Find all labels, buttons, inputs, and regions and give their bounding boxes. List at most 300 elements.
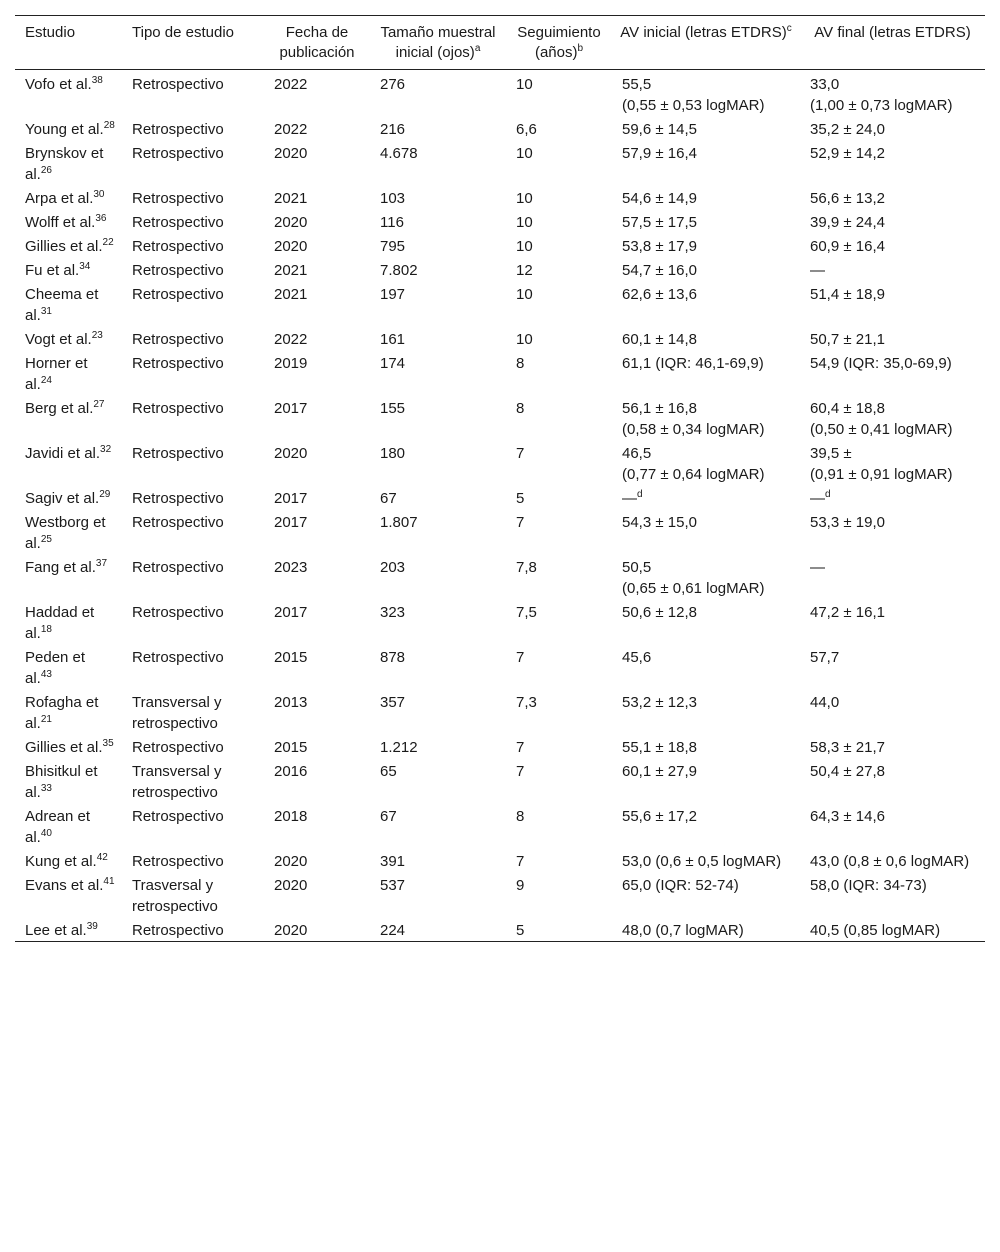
cell-n xyxy=(370,554,506,599)
header-label: Fecha de publicación xyxy=(279,24,355,61)
cell-av-f xyxy=(800,917,985,942)
cell-text: 2017 xyxy=(274,400,308,417)
cell-text: 5 xyxy=(516,922,525,939)
cell-av-f xyxy=(800,554,985,599)
table-row xyxy=(15,485,985,509)
cell-av-i xyxy=(612,395,800,440)
cell-type xyxy=(122,116,264,140)
cell-text: 2020 xyxy=(274,877,308,894)
cell-text: 2017 xyxy=(274,604,308,621)
cell-text: 10 xyxy=(516,190,533,207)
cell-type xyxy=(122,440,264,485)
cell-study xyxy=(15,233,122,257)
cell-text: 103 xyxy=(380,190,406,207)
cell-av-f xyxy=(800,599,985,644)
cell-fu xyxy=(506,554,612,599)
table-row xyxy=(15,140,985,185)
cell-text: 2018 xyxy=(274,808,308,825)
cell-text: 2021 xyxy=(274,262,308,279)
cell-study xyxy=(15,485,122,509)
cell-text: 2017 xyxy=(274,490,308,507)
cell-text: 2022 xyxy=(274,331,308,348)
cell-date xyxy=(264,233,370,257)
cell-av-f xyxy=(800,734,985,758)
cell-n xyxy=(370,440,506,485)
cell-text: Retrospectivo xyxy=(132,238,224,255)
cell-date xyxy=(264,734,370,758)
cell-fu xyxy=(506,209,612,233)
cell-date xyxy=(264,257,370,281)
cell-text: 8 xyxy=(516,808,525,825)
reference-number: 36 xyxy=(95,213,107,224)
reference-number: 34 xyxy=(79,261,91,272)
cell-text: 54,3 ± 15,0 xyxy=(622,514,697,531)
cell-text: 51,4 ± 18,9 xyxy=(810,286,885,303)
cell-text: 276 xyxy=(380,76,406,93)
reference-number: 26 xyxy=(40,165,52,176)
header-footnote-mark: c xyxy=(786,23,792,34)
cell-av-i xyxy=(612,326,800,350)
cell-text: 174 xyxy=(380,355,406,372)
reference-number: 22 xyxy=(102,237,114,248)
cell-date xyxy=(264,758,370,803)
cell-av-f xyxy=(800,140,985,185)
table-row xyxy=(15,734,985,758)
cell-text: — xyxy=(810,559,825,576)
cell-type xyxy=(122,689,264,734)
table-row xyxy=(15,689,985,734)
cell-fu xyxy=(506,599,612,644)
cell-text: 53,8 ± 17,9 xyxy=(622,238,697,255)
cell-text: 7 xyxy=(516,514,525,531)
cell-text: 58,0 (IQR: 34-73) xyxy=(810,877,927,894)
cell-text: 60,4 ± 18,8 (0,50 ± 0,41 logMAR) xyxy=(810,400,953,438)
cell-text: Haddad et al. xyxy=(25,604,95,642)
cell-study xyxy=(15,70,122,117)
cell-text: Berg et al. xyxy=(25,400,94,417)
cell-fu xyxy=(506,185,612,209)
cell-text: 5 xyxy=(516,490,525,507)
cell-text: Horner et al. xyxy=(25,355,88,393)
cell-text: 2020 xyxy=(274,445,308,462)
cell-text: 10 xyxy=(516,331,533,348)
cell-study xyxy=(15,599,122,644)
cell-av-i xyxy=(612,350,800,395)
cell-text: 65 xyxy=(380,763,397,780)
cell-study xyxy=(15,758,122,803)
reference-number: 23 xyxy=(91,330,103,341)
table-row xyxy=(15,326,985,350)
cell-text: 60,9 ± 16,4 xyxy=(810,238,885,255)
table-row xyxy=(15,758,985,803)
header-seguimiento xyxy=(506,16,612,70)
cell-type xyxy=(122,233,264,257)
table-row xyxy=(15,70,985,117)
cell-study xyxy=(15,326,122,350)
cell-av-i xyxy=(612,257,800,281)
cell-date xyxy=(264,917,370,942)
reference-number: 18 xyxy=(40,624,52,635)
cell-n xyxy=(370,803,506,848)
cell-text: 391 xyxy=(380,853,406,870)
cell-n xyxy=(370,70,506,117)
cell-study xyxy=(15,257,122,281)
cell-fu xyxy=(506,803,612,848)
cell-text: 795 xyxy=(380,238,406,255)
header-label: Estudio xyxy=(25,24,76,41)
cell-text: 161 xyxy=(380,331,406,348)
reference-number: 41 xyxy=(103,876,115,887)
cell-av-f xyxy=(800,509,985,554)
table-row xyxy=(15,281,985,326)
cell-text: Gillies et al. xyxy=(25,238,103,255)
cell-text: 1.807 xyxy=(380,514,418,531)
header-label: Tamaño muestral inicial (ojos) xyxy=(380,24,496,61)
cell-date xyxy=(264,803,370,848)
table-row xyxy=(15,233,985,257)
cell-av-f xyxy=(800,70,985,117)
cell-text: 2022 xyxy=(274,76,308,93)
cell-text: 52,9 ± 14,2 xyxy=(810,145,885,162)
cell-text: Retrospectivo xyxy=(132,559,224,576)
cell-av-i xyxy=(612,233,800,257)
cell-text: 55,6 ± 17,2 xyxy=(622,808,697,825)
table-row xyxy=(15,257,985,281)
cell-date xyxy=(264,689,370,734)
cell-text: Retrospectivo xyxy=(132,145,224,162)
cell-type xyxy=(122,509,264,554)
cell-text: 59,6 ± 14,5 xyxy=(622,121,697,138)
cell-text: Javidi et al. xyxy=(25,445,101,462)
cell-text: 57,5 ± 17,5 xyxy=(622,214,697,231)
table-body xyxy=(15,70,985,942)
cell-text: 62,6 ± 13,6 xyxy=(622,286,697,303)
header-fecha xyxy=(264,16,370,70)
cell-text: 7 xyxy=(516,739,525,756)
cell-text: 2020 xyxy=(274,214,308,231)
cell-av-i xyxy=(612,689,800,734)
cell-n xyxy=(370,734,506,758)
cell-text: 10 xyxy=(516,286,533,303)
cell-text: 57,9 ± 16,4 xyxy=(622,145,697,162)
cell-n xyxy=(370,209,506,233)
reference-number: 37 xyxy=(95,558,108,569)
cell-text: 7,5 xyxy=(516,604,537,621)
footnote-mark: d xyxy=(637,489,643,500)
cell-text: — xyxy=(810,490,825,507)
cell-fu xyxy=(506,872,612,917)
cell-text: 7 xyxy=(516,763,525,780)
cell-fu xyxy=(506,848,612,872)
cell-text: — xyxy=(810,262,825,279)
cell-text: 53,0 (0,6 ± 0,5 logMAR) xyxy=(622,853,782,870)
cell-text: 65,0 (IQR: 52-74) xyxy=(622,877,739,894)
cell-text: 61,1 (IQR: 46,1-69,9) xyxy=(622,355,764,372)
header-footnote-mark: b xyxy=(577,43,584,54)
cell-av-f xyxy=(800,350,985,395)
cell-text: 7 xyxy=(516,649,525,666)
cell-fu xyxy=(506,689,612,734)
cell-av-f xyxy=(800,644,985,689)
cell-type xyxy=(122,803,264,848)
cell-av-f xyxy=(800,209,985,233)
studies-table xyxy=(15,15,985,942)
cell-av-i xyxy=(612,758,800,803)
cell-fu xyxy=(506,116,612,140)
table-row xyxy=(15,509,985,554)
table-row xyxy=(15,440,985,485)
cell-n xyxy=(370,233,506,257)
cell-text: Arpa et al. xyxy=(25,190,94,207)
header-av-final xyxy=(800,16,985,70)
header-label: AV final (letras ETDRS) xyxy=(814,24,971,41)
cell-text: 10 xyxy=(516,238,533,255)
cell-text: Retrospectivo xyxy=(132,286,224,303)
cell-n xyxy=(370,257,506,281)
cell-text: Retrospectivo xyxy=(132,355,224,372)
cell-text: Fang et al. xyxy=(25,559,96,576)
cell-text: 203 xyxy=(380,559,406,576)
cell-text: Westborg et al. xyxy=(25,514,106,552)
cell-date xyxy=(264,599,370,644)
cell-fu xyxy=(506,70,612,117)
cell-text: 2020 xyxy=(274,922,308,939)
cell-n xyxy=(370,281,506,326)
cell-text: 7 xyxy=(516,445,525,462)
cell-text: 155 xyxy=(380,400,406,417)
cell-fu xyxy=(506,509,612,554)
cell-text: 53,3 ± 19,0 xyxy=(810,514,885,531)
cell-text: 58,3 ± 21,7 xyxy=(810,739,885,756)
cell-text: 2021 xyxy=(274,286,308,303)
cell-n xyxy=(370,599,506,644)
reference-number: 33 xyxy=(40,783,52,794)
cell-date xyxy=(264,440,370,485)
cell-date xyxy=(264,872,370,917)
table-row xyxy=(15,644,985,689)
cell-text: 2015 xyxy=(274,649,308,666)
cell-text: Retrospectivo xyxy=(132,490,224,507)
cell-text: 6,6 xyxy=(516,121,537,138)
cell-text: 2023 xyxy=(274,559,308,576)
cell-n xyxy=(370,326,506,350)
cell-text: 216 xyxy=(380,121,406,138)
cell-text: 878 xyxy=(380,649,406,666)
reference-number: 24 xyxy=(40,375,52,386)
cell-text: Rofagha et al. xyxy=(25,694,99,732)
cell-text: 55,1 ± 18,8 xyxy=(622,739,697,756)
cell-text: Retrospectivo xyxy=(132,331,224,348)
cell-text: 4.678 xyxy=(380,145,418,162)
table-row xyxy=(15,554,985,599)
cell-text: 46,5 (0,77 ± 0,64 logMAR) xyxy=(622,445,765,483)
cell-text: 2015 xyxy=(274,739,308,756)
cell-av-f xyxy=(800,803,985,848)
cell-text: 40,5 (0,85 logMAR) xyxy=(810,922,941,939)
cell-fu xyxy=(506,485,612,509)
cell-type xyxy=(122,599,264,644)
cell-av-i xyxy=(612,848,800,872)
cell-text: Trasversal y retrospectivo xyxy=(132,877,218,915)
cell-av-f xyxy=(800,872,985,917)
cell-text: 54,6 ± 14,9 xyxy=(622,190,697,207)
cell-text: 197 xyxy=(380,286,406,303)
cell-text: 2019 xyxy=(274,355,308,372)
cell-text: Brynskov et al. xyxy=(25,145,104,183)
cell-date xyxy=(264,848,370,872)
cell-study xyxy=(15,848,122,872)
cell-text: Transversal y retrospectivo xyxy=(132,763,222,801)
cell-av-i xyxy=(612,485,800,509)
reference-number: 30 xyxy=(93,189,105,200)
cell-study xyxy=(15,185,122,209)
cell-study xyxy=(15,803,122,848)
cell-text: 116 xyxy=(380,214,404,231)
cell-study xyxy=(15,509,122,554)
cell-text: 67 xyxy=(380,808,397,825)
cell-n xyxy=(370,185,506,209)
cell-text: Retrospectivo xyxy=(132,649,224,666)
cell-text: Fu et al. xyxy=(25,262,80,279)
cell-av-i xyxy=(612,554,800,599)
cell-av-i xyxy=(612,440,800,485)
table-row xyxy=(15,872,985,917)
cell-text: 2021 xyxy=(274,190,308,207)
cell-date xyxy=(264,116,370,140)
cell-text: 8 xyxy=(516,355,525,372)
cell-text: 44,0 xyxy=(810,694,840,711)
cell-text: 39,5 ± (0,91 ± 0,91 logMAR) xyxy=(810,445,953,483)
cell-text: 2016 xyxy=(274,763,308,780)
cell-av-f xyxy=(800,848,985,872)
header-footnote-mark: a xyxy=(474,43,481,54)
cell-text: Young et al. xyxy=(25,121,104,138)
cell-date xyxy=(264,326,370,350)
cell-text: 2017 xyxy=(274,514,308,531)
cell-fu xyxy=(506,140,612,185)
cell-text: 39,9 ± 24,4 xyxy=(810,214,885,231)
cell-text: Peden et al. xyxy=(25,649,86,687)
cell-text: Retrospectivo xyxy=(132,121,224,138)
cell-n xyxy=(370,116,506,140)
cell-type xyxy=(122,185,264,209)
cell-av-f xyxy=(800,758,985,803)
cell-type xyxy=(122,281,264,326)
cell-text: Retrospectivo xyxy=(132,739,224,756)
cell-n xyxy=(370,140,506,185)
cell-study xyxy=(15,350,122,395)
cell-study xyxy=(15,116,122,140)
reference-number: 42 xyxy=(96,852,108,863)
cell-study xyxy=(15,395,122,440)
cell-n xyxy=(370,689,506,734)
cell-text: 7,8 xyxy=(516,559,537,576)
cell-av-i xyxy=(612,116,800,140)
cell-text: 2020 xyxy=(274,145,308,162)
cell-date xyxy=(264,70,370,117)
cell-fu xyxy=(506,734,612,758)
header-av-inicial xyxy=(612,16,800,70)
cell-av-i xyxy=(612,872,800,917)
cell-av-f xyxy=(800,440,985,485)
cell-text: 45,6 xyxy=(622,649,652,666)
cell-text: Retrospectivo xyxy=(132,214,224,231)
cell-fu xyxy=(506,440,612,485)
cell-study xyxy=(15,917,122,942)
cell-text: 53,2 ± 12,3 xyxy=(622,694,697,711)
cell-type xyxy=(122,485,264,509)
cell-text: Retrospectivo xyxy=(132,445,224,462)
reference-number: 40 xyxy=(40,828,52,839)
cell-text: 43,0 (0,8 ± 0,6 logMAR) xyxy=(810,853,970,870)
cell-n xyxy=(370,485,506,509)
cell-av-f xyxy=(800,185,985,209)
cell-text: Retrospectivo xyxy=(132,400,224,417)
cell-av-i xyxy=(612,917,800,942)
cell-text: 2022 xyxy=(274,121,308,138)
cell-text: 57,7 xyxy=(810,649,840,666)
cell-study xyxy=(15,644,122,689)
table-row xyxy=(15,350,985,395)
cell-text: 323 xyxy=(380,604,406,621)
cell-text: Gillies et al. xyxy=(25,739,103,756)
cell-text: 224 xyxy=(380,922,406,939)
cell-text: 48,0 (0,7 logMAR) xyxy=(622,922,744,939)
cell-text: 33,0 (1,00 ± 0,73 logMAR) xyxy=(810,76,953,114)
cell-text: 67 xyxy=(380,490,397,507)
cell-type xyxy=(122,758,264,803)
cell-text: 50,4 ± 27,8 xyxy=(810,763,885,780)
cell-text: 2020 xyxy=(274,853,308,870)
cell-text: Retrospectivo xyxy=(132,853,224,870)
cell-n xyxy=(370,644,506,689)
reference-number: 29 xyxy=(99,489,111,500)
cell-text: 54,9 (IQR: 35,0-69,9) xyxy=(810,355,952,372)
reference-number: 28 xyxy=(103,120,115,131)
cell-text: 10 xyxy=(516,76,533,93)
cell-n xyxy=(370,350,506,395)
cell-study xyxy=(15,689,122,734)
header-row xyxy=(15,16,985,70)
cell-text: 50,5 (0,65 ± 0,61 logMAR) xyxy=(622,559,765,597)
reference-number: 43 xyxy=(40,669,52,680)
header-tamano-muestral xyxy=(370,16,506,70)
cell-type xyxy=(122,734,264,758)
cell-text: 8 xyxy=(516,400,525,417)
reference-number: 25 xyxy=(40,534,52,545)
table-row xyxy=(15,395,985,440)
cell-fu xyxy=(506,644,612,689)
cell-type xyxy=(122,350,264,395)
cell-av-i xyxy=(612,185,800,209)
cell-study xyxy=(15,209,122,233)
cell-av-f xyxy=(800,395,985,440)
cell-text: Vogt et al. xyxy=(25,331,92,348)
cell-text: 60,1 ± 27,9 xyxy=(622,763,697,780)
cell-text: 50,7 ± 21,1 xyxy=(810,331,885,348)
cell-av-i xyxy=(612,209,800,233)
cell-text: Retrospectivo xyxy=(132,604,224,621)
cell-fu xyxy=(506,281,612,326)
cell-type xyxy=(122,554,264,599)
cell-text: 357 xyxy=(380,694,406,711)
cell-av-f xyxy=(800,233,985,257)
cell-fu xyxy=(506,917,612,942)
cell-text: — xyxy=(622,490,637,507)
cell-text: 64,3 ± 14,6 xyxy=(810,808,885,825)
cell-text: 47,2 ± 16,1 xyxy=(810,604,885,621)
cell-text: 9 xyxy=(516,877,525,894)
